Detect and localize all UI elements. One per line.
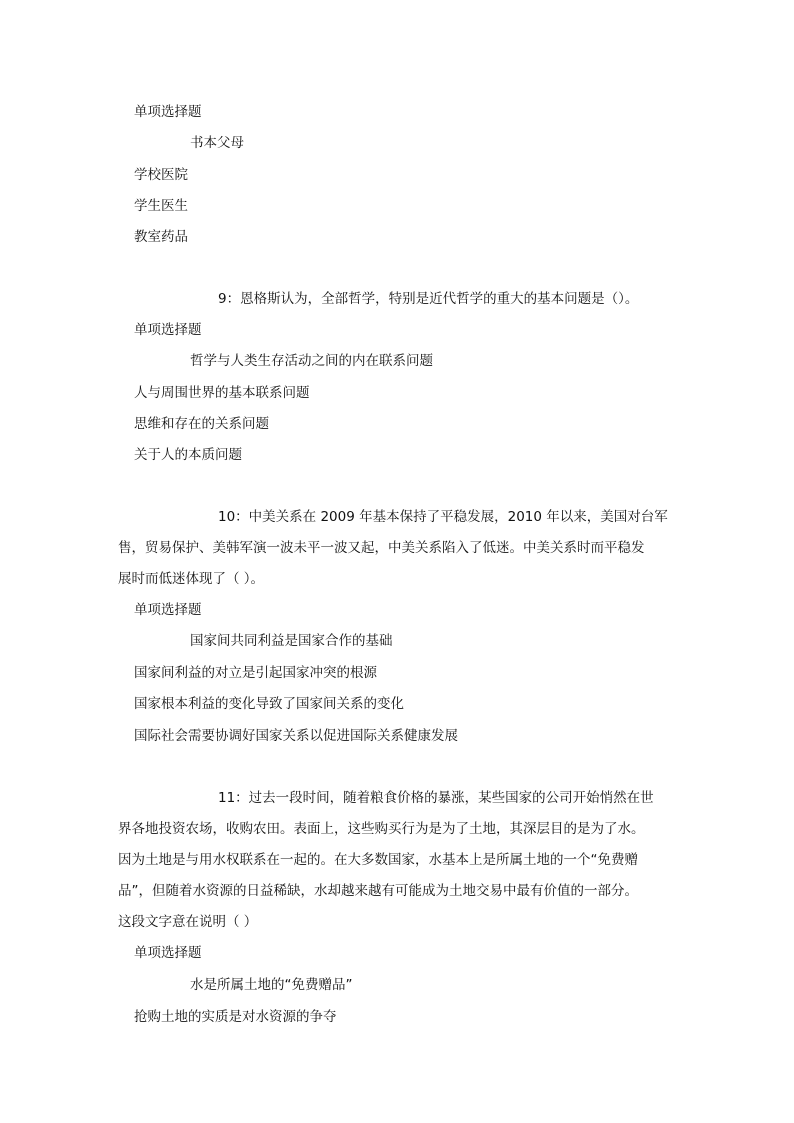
option-d: 关于人的本质问题 (134, 447, 242, 463)
question-type-label: 单项选择题 (134, 104, 202, 120)
option-a: 国家间共同利益是国家合作的基础 (190, 633, 393, 649)
question-type-label: 单项选择题 (134, 322, 202, 338)
option-b: 学校医院 (134, 167, 188, 183)
question-type-label: 单项选择题 (134, 945, 202, 961)
question-11-stem-line-1: 11：过去一段时间，随着粮食价格的暴涨，某些国家的公司开始悄然在世 (218, 790, 654, 806)
question-type-label: 单项选择题 (134, 602, 202, 618)
question-10-stem-line-2: 售，贸易保护、美韩军演一波未平一波又起，中美关系陷入了低迷。中美关系时而平稳发 (118, 540, 645, 556)
question-11-stem-line-4: 品”，但随着水资源的日益稀缺，水却越来越有可能成为土地交易中最有价值的一部分。 (118, 883, 638, 899)
option-d: 教室药品 (134, 229, 188, 245)
option-c: 国家根本利益的变化导致了国家间关系的变化 (134, 696, 404, 712)
option-c: 学生医生 (134, 198, 188, 214)
question-11-stem-line-5: 这段文字意在说明（ ） (118, 914, 258, 930)
option-a: 哲学与人类生存活动之间的内在联系问题 (190, 353, 433, 369)
option-b: 国家间利益的对立是引起国家冲突的根源 (134, 665, 377, 681)
option-c: 思维和存在的关系问题 (134, 416, 269, 432)
option-d: 国际社会需要协调好国家关系以促进国际关系健康发展 (134, 728, 458, 744)
option-a: 水是所属土地的“免费赠品” (190, 977, 353, 993)
question-10-stem-line-1: 10：中美关系在 2009 年基本保持了平稳发展，2010 年以来，美国对台军 (218, 509, 668, 525)
question-10-stem-line-3: 展时而低迷体现了（ ）。 (118, 571, 265, 587)
option-a: 书本父母 (190, 135, 244, 151)
question-9-stem: 9：恩格斯认为，全部哲学，特别是近代哲学的重大的基本问题是（）。 (218, 291, 639, 307)
option-b: 抢购土地的实质是对水资源的争夺 (134, 1009, 337, 1025)
question-11-stem-line-3: 因为土地是与用水权联系在一起的。在大多数国家，水基本上是所属土地的一个“免费赠 (118, 852, 638, 868)
option-b: 人与周围世界的基本联系问题 (134, 385, 310, 401)
question-11-stem-line-2: 界各地投资农场，收购农田。表面上，这些购买行为是为了土地，其深层目的是为了水。 (118, 821, 645, 837)
